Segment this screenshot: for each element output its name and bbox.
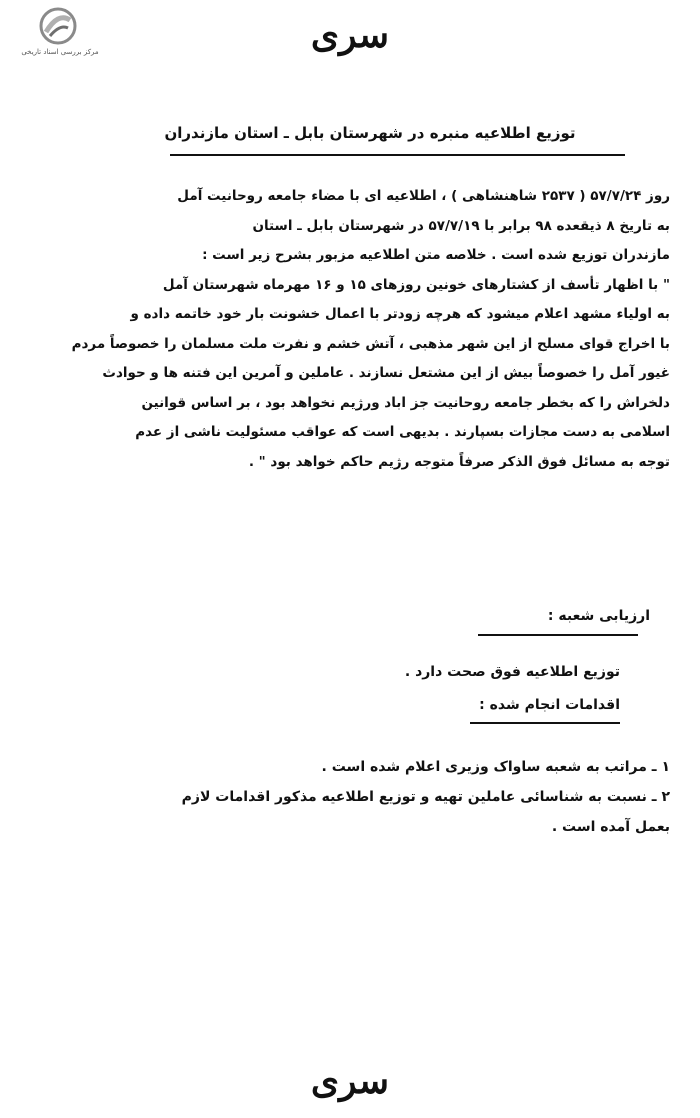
title-underline	[170, 154, 625, 156]
body-line: دلخراش را که بخطر جامعه روحانیت جز اباد ورژیم نخواهد بود ، بر اساس قوانین	[141, 394, 670, 411]
evaluation-text: توزیع اطلاعیه فوق صحت دارد .	[404, 664, 620, 680]
evaluation-heading: ارزیابی شعبه :	[547, 608, 650, 624]
actions-heading: اقدامات انجام شده :	[479, 697, 620, 713]
classification-top: سری	[310, 14, 390, 56]
report-body	[30, 182, 670, 477]
classification-bottom: سری	[310, 1060, 390, 1102]
action-item: بعمل آمده است .	[551, 819, 670, 835]
body-line: روز ۵۷/۷/۲۴ ( ۲۵۳۷ شاهنشاهی ) ، اطلاعیه ای با مضاء جامعه روحانیت آمل	[177, 188, 670, 204]
watermark-text: مرکز بررسی اسناد تاریخی	[21, 48, 99, 56]
body-line: به تاریخ ۸ ذیقعده ۹۸ برابر با ۵۷/۷/۱۹ در شهرستان بابل ـ استان	[252, 217, 670, 234]
body-line: به اولیاء مشهد اعلام میشود که هرچه زودتر با اعمال خشونت بار خود خاتمه داده و	[130, 306, 670, 322]
body-line: اسلامی به دست مجازات بسپارند . بدیهی است که عواقب مسئولیت ناشی از عدم	[135, 424, 670, 440]
body-line: با اخراج قوای مسلح از این شهر مذهبی ، آتش خشم و نفرت ملت مسلمان را خصوصاً مردم	[71, 335, 670, 352]
action-item: ۱ ـ مراتب به شعبه ساواک وزیری اعلام شده است .	[321, 759, 670, 775]
body-line: " با اظهار تأسف از کشتارهای خونین روزهای ۱۵ و ۱۶ مهرماه شهرستان آمل	[162, 276, 670, 293]
document-title: توزیع اطلاعیه منبره در شهرستان بابل ـ استان مازندران	[164, 124, 576, 142]
action-item: ۲ ـ نسبت به شناسائی عاملین تهیه و توزیع اطلاعیه مذکور اقدامات لازم	[181, 789, 670, 805]
body-line: توجه به مسائل فوق الذکر صرفاً متوجه رژیم حاکم خواهد بود " .	[248, 453, 670, 470]
body-line: غیور آمل را خصوصاً بیش از این مشتعل نسازند . عاملین و آمرین این فتنه ها و حوادث	[102, 365, 670, 381]
body-line: مازندران توزیع شده است . خلاصه متن اطلاعیه مزبور بشرح زیر است :	[202, 247, 670, 263]
actions-list	[30, 752, 670, 842]
actions-underline	[470, 722, 620, 724]
evaluation-underline	[478, 634, 638, 636]
